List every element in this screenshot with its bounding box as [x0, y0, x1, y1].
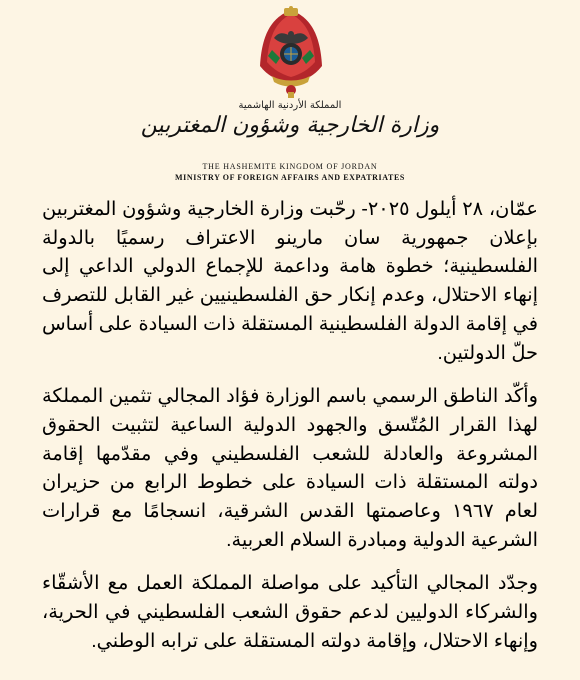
arabic-kingdom-name: المملكة الأردنية الهاشمية [238, 100, 342, 111]
statement-body [42, 195, 538, 671]
statement-paragraph-2: وأكّد الناطق الرسمي باسم الوزارة فؤاد المجالي تثمين المملكة لهذا القرار المُتّسق والجهود الدولية الساعية لتثبيت الحقوق المشروعة والعادلة للشعب الفلسطيني وفي مقدّمها إقامة دولته المستقلة ذات السيادة على خطوط الرابع من حزيران لعام ١٩٦٧ وعاصمتها القدس الشرقية، انسجامًا مع قرارات الشرعية الدولية ومبادرة السلام العربية. [42, 385, 538, 551]
statement-paragraph-3: وجدّد المجالي التأكيد على مواصلة المملكة العمل مع الأشقّاء والشركاء الدوليين لدعم حقوق الشعب الفلسطيني في الحرية، وإنهاء الاحتلال، وإقامة دولته المستقلة على ترابه الوطني. [42, 572, 538, 652]
statement-paragraph-1: عمّان، ٢٨ أيلول ٢٠٢٥- رحّبت وزارة الخارجية وشؤون المغتربين بإعلان جمهورية سان مارينو الاعتراف رسميًا بالدولة الفلسطينية؛ خطوة هامة وداعمة للإجماع الدولي الداعي إلى إنهاء الاحتلال، وعدم إنكار حق الفلسطينيين غير القابل للتصرف في إقامة الدولة الفلسطينية المستقلة ذات السيادة على أساس حلّ الدولتين. [42, 198, 539, 364]
english-ministry-name: MINISTRY OF FOREIGN AFFAIRS AND EXPATRIATES [175, 173, 405, 182]
english-kingdom-name: THE HASHEMITE KINGDOM OF JORDAN [202, 162, 378, 171]
jordan-coat-of-arms-icon [254, 6, 328, 100]
letterhead [0, 0, 580, 192]
arabic-ministry-name: وزارة الخارجية وشؤون المغتربين [140, 113, 440, 138]
